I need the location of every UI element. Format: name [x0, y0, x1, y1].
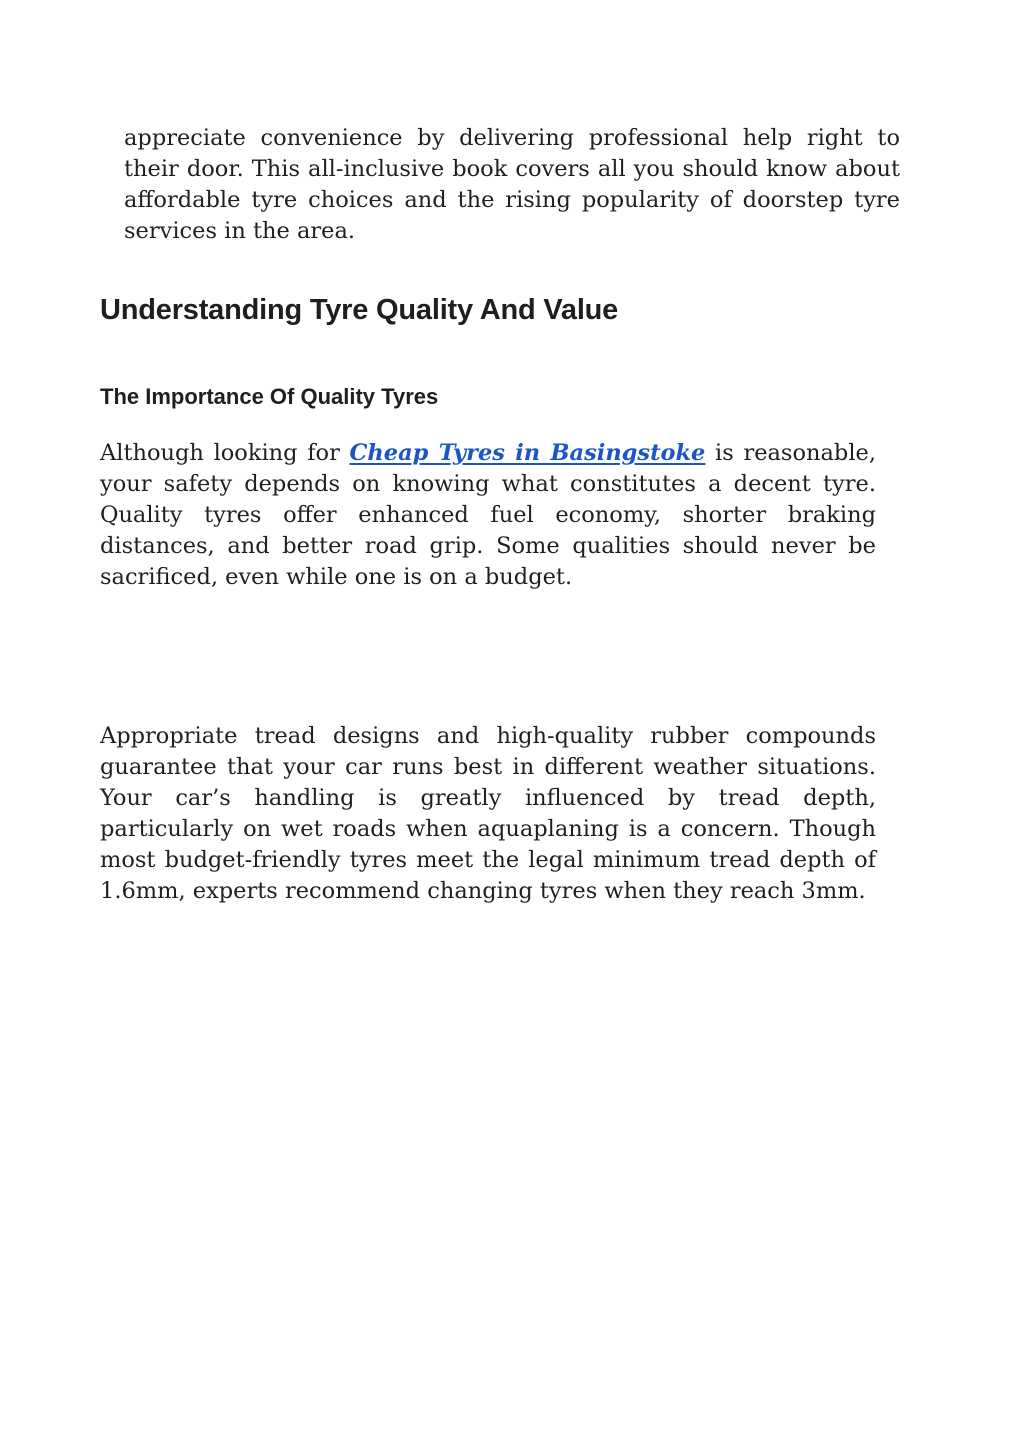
quality-tyres-paragraph [100, 438, 876, 593]
paragraph-text-after-link: is reasonable, your safety depends on knowing what constitutes a decent tyre. Quality tyres offer enhanced fuel economy, shorter braking distances, and better road grip. Some qualities should never be sacrificed, even while one is on a budget. [100, 440, 876, 590]
section-heading: Understanding Tyre Quality And Value [100, 294, 619, 326]
subsection-heading: The Importance Of Quality Tyres [100, 384, 439, 409]
tread-depth-paragraph: Appropriate tread designs and high-quality rubber compounds guarantee that your car runs best in different weather situations. Your car’s handling is greatly influenced by tread depth, particularly on wet roads when aquaplaning is a concern. Though most budget-friendly tyres meet the legal minimum tread depth of 1.6mm, experts recommend changing tyres when they reach 3mm. [100, 723, 876, 904]
intro-paragraph: appreciate convenience by delivering professional help right to their door. This all-inclusive book covers all you should know about affordable tyre choices and the rising popularity of doorstep tyre services in the area. [124, 125, 900, 244]
cheap-tyres-basingstoke-link[interactable]: Cheap Tyres in Basingstoke [349, 440, 706, 466]
paragraph-text-before-link: Although looking for [100, 440, 350, 466]
